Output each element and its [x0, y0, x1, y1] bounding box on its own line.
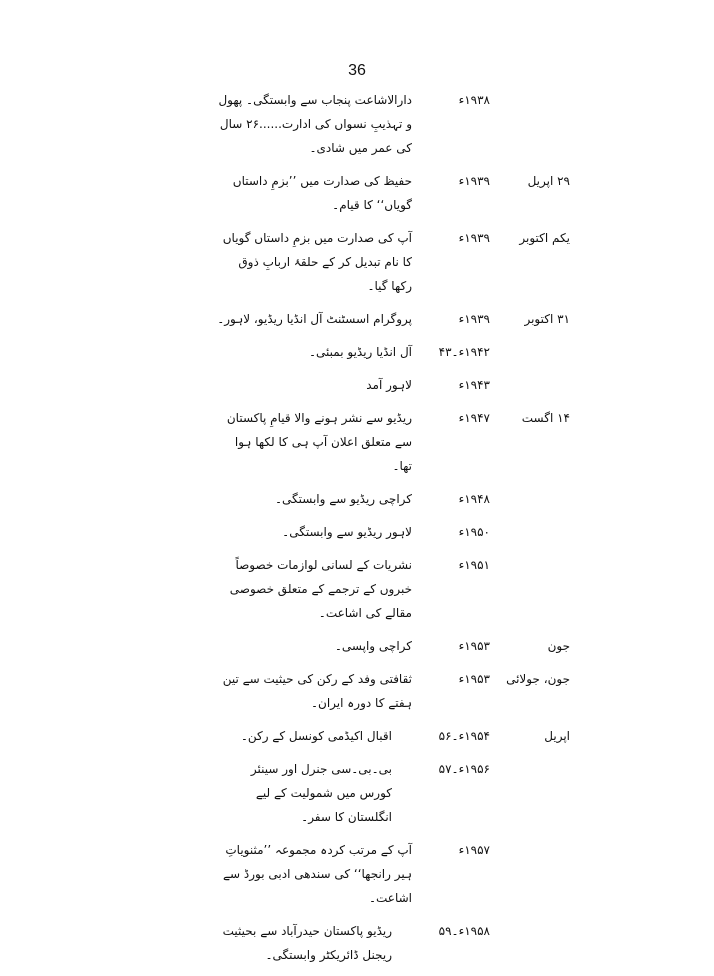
entry-text: ریڈیو پاکستان حیدرآباد سے بحیثیت ریجنل ڈائریکٹر وابستگی۔ [222, 924, 392, 962]
chronology-entry [215, 724, 570, 748]
chronology-entry [215, 520, 490, 544]
entry-year: ۱۹۵۱ء [458, 558, 490, 572]
entry-year: ۱۹۴۷ء [458, 411, 490, 425]
chronology-entry [215, 553, 490, 625]
entry-text: آپ کے مرتب کردہ مجموعہ ’’مثنویاتِ ہیر رانجھا‘‘ کی سندھی ادبی بورڈ سے اشاعت۔ [223, 843, 412, 905]
entry-text: کراچی ریڈیو سے وابستگی۔ [274, 492, 412, 506]
entry-year: ۱۹۳۸ء [458, 93, 490, 107]
entry-date: ۲۹ اپریل [527, 174, 570, 188]
entry-year: ۱۹۵۶ء۔۵۷ [438, 762, 490, 776]
entry-text: نشریات کے لسانی لوازمات خصوصاً خبروں کے ترجمے کے متعلق خصوصی مقالے کی اشاعت۔ [229, 558, 412, 620]
entry-year: ۱۹۳۹ء [458, 312, 490, 326]
entry-year: ۱۹۳۹ء [458, 174, 490, 188]
entry-date: یکم اکتوبر [519, 231, 570, 245]
entry-year: ۱۹۴۸ء [458, 492, 490, 506]
chronology-entry [215, 919, 490, 967]
chronology-entry [215, 373, 490, 397]
chronology-entry [215, 307, 570, 331]
entry-year: ۱۹۵۳ء [458, 639, 490, 653]
entry-year: ۱۹۵۳ء [458, 672, 490, 686]
entry-text: لاہور ریڈیو سے وابستگی۔ [282, 525, 412, 539]
entry-text: دارالاشاعت پنجاب سے وابستگی۔ پھول و تہذیبِ نسواں کی ادارت......۲۶ سال کی عمر میں شادی۔ [218, 93, 412, 155]
entry-year: ۱۹۴۲ء۔۴۳ [438, 345, 490, 359]
entry-year: ۱۹۵۰ء [458, 525, 490, 539]
entry-date: ۳۱ اکتوبر [524, 312, 570, 326]
entry-text: اقبال اکیڈمی کونسل کے رکن۔ [240, 729, 392, 743]
entry-text: ریڈیو سے نشر ہونے والا قیامِ پاکستان سے متعلق اعلان آپ ہی کا لکھا ہوا تھا۔ [226, 411, 412, 473]
entry-text: پروگرام اسسٹنٹ آل انڈیا ریڈیو، لاہور۔ [217, 312, 412, 326]
entry-text: ثقافتی وفد کے رکن کی حیثیت سے تین ہفتے کا دورہ ایران۔ [222, 672, 412, 710]
entry-year: ۱۹۵۸ء۔۵۹ [438, 924, 490, 938]
chronology-entry [215, 838, 490, 910]
entry-text: حفیظ کی صدارت میں ’’بزمِ داستاں گویاں‘‘ کا قیام۔ [232, 174, 412, 212]
entry-text: لاہور آمد [366, 378, 412, 392]
entry-text: آل انڈیا ریڈیو بمبئی۔ [309, 345, 412, 359]
entry-year: ۱۹۵۴ء۔۵۶ [438, 729, 490, 743]
entry-year: ۱۹۳۹ء [458, 231, 490, 245]
entry-date: جون [547, 639, 570, 653]
page-number: 36 [348, 62, 366, 79]
entry-date: ۱۴ اگست [521, 411, 570, 425]
chronology-entry [215, 169, 570, 217]
chronology-entry [215, 88, 490, 160]
chronology-entry [215, 667, 570, 715]
entry-text: بی۔بی۔سی جنرل اور سینئر کورس میں شمولیت کے لیے انگلستان کا سفر۔ [250, 762, 392, 824]
entry-year: ۱۹۴۳ء [458, 378, 490, 392]
chronology-entry [215, 406, 570, 478]
entry-text: آپ کی صدارت میں بزمِ داستاں گویاں کا نام تبدیل کر کے حلقۂ اربابِ ذوق رکھا گیا۔ [222, 231, 412, 293]
chronology-entry [215, 634, 570, 658]
chronology-entry [215, 487, 490, 511]
entry-year: ۱۹۵۷ء [458, 843, 490, 857]
chronology-entry [215, 757, 490, 829]
chronology-entry [215, 226, 570, 298]
chronology-entry [215, 340, 490, 364]
entry-date: جون، جولائی [506, 672, 570, 686]
entry-text: کراچی واپسی۔ [334, 639, 412, 653]
chronology-list [215, 88, 570, 976]
entry-date: اپریل [544, 729, 570, 743]
